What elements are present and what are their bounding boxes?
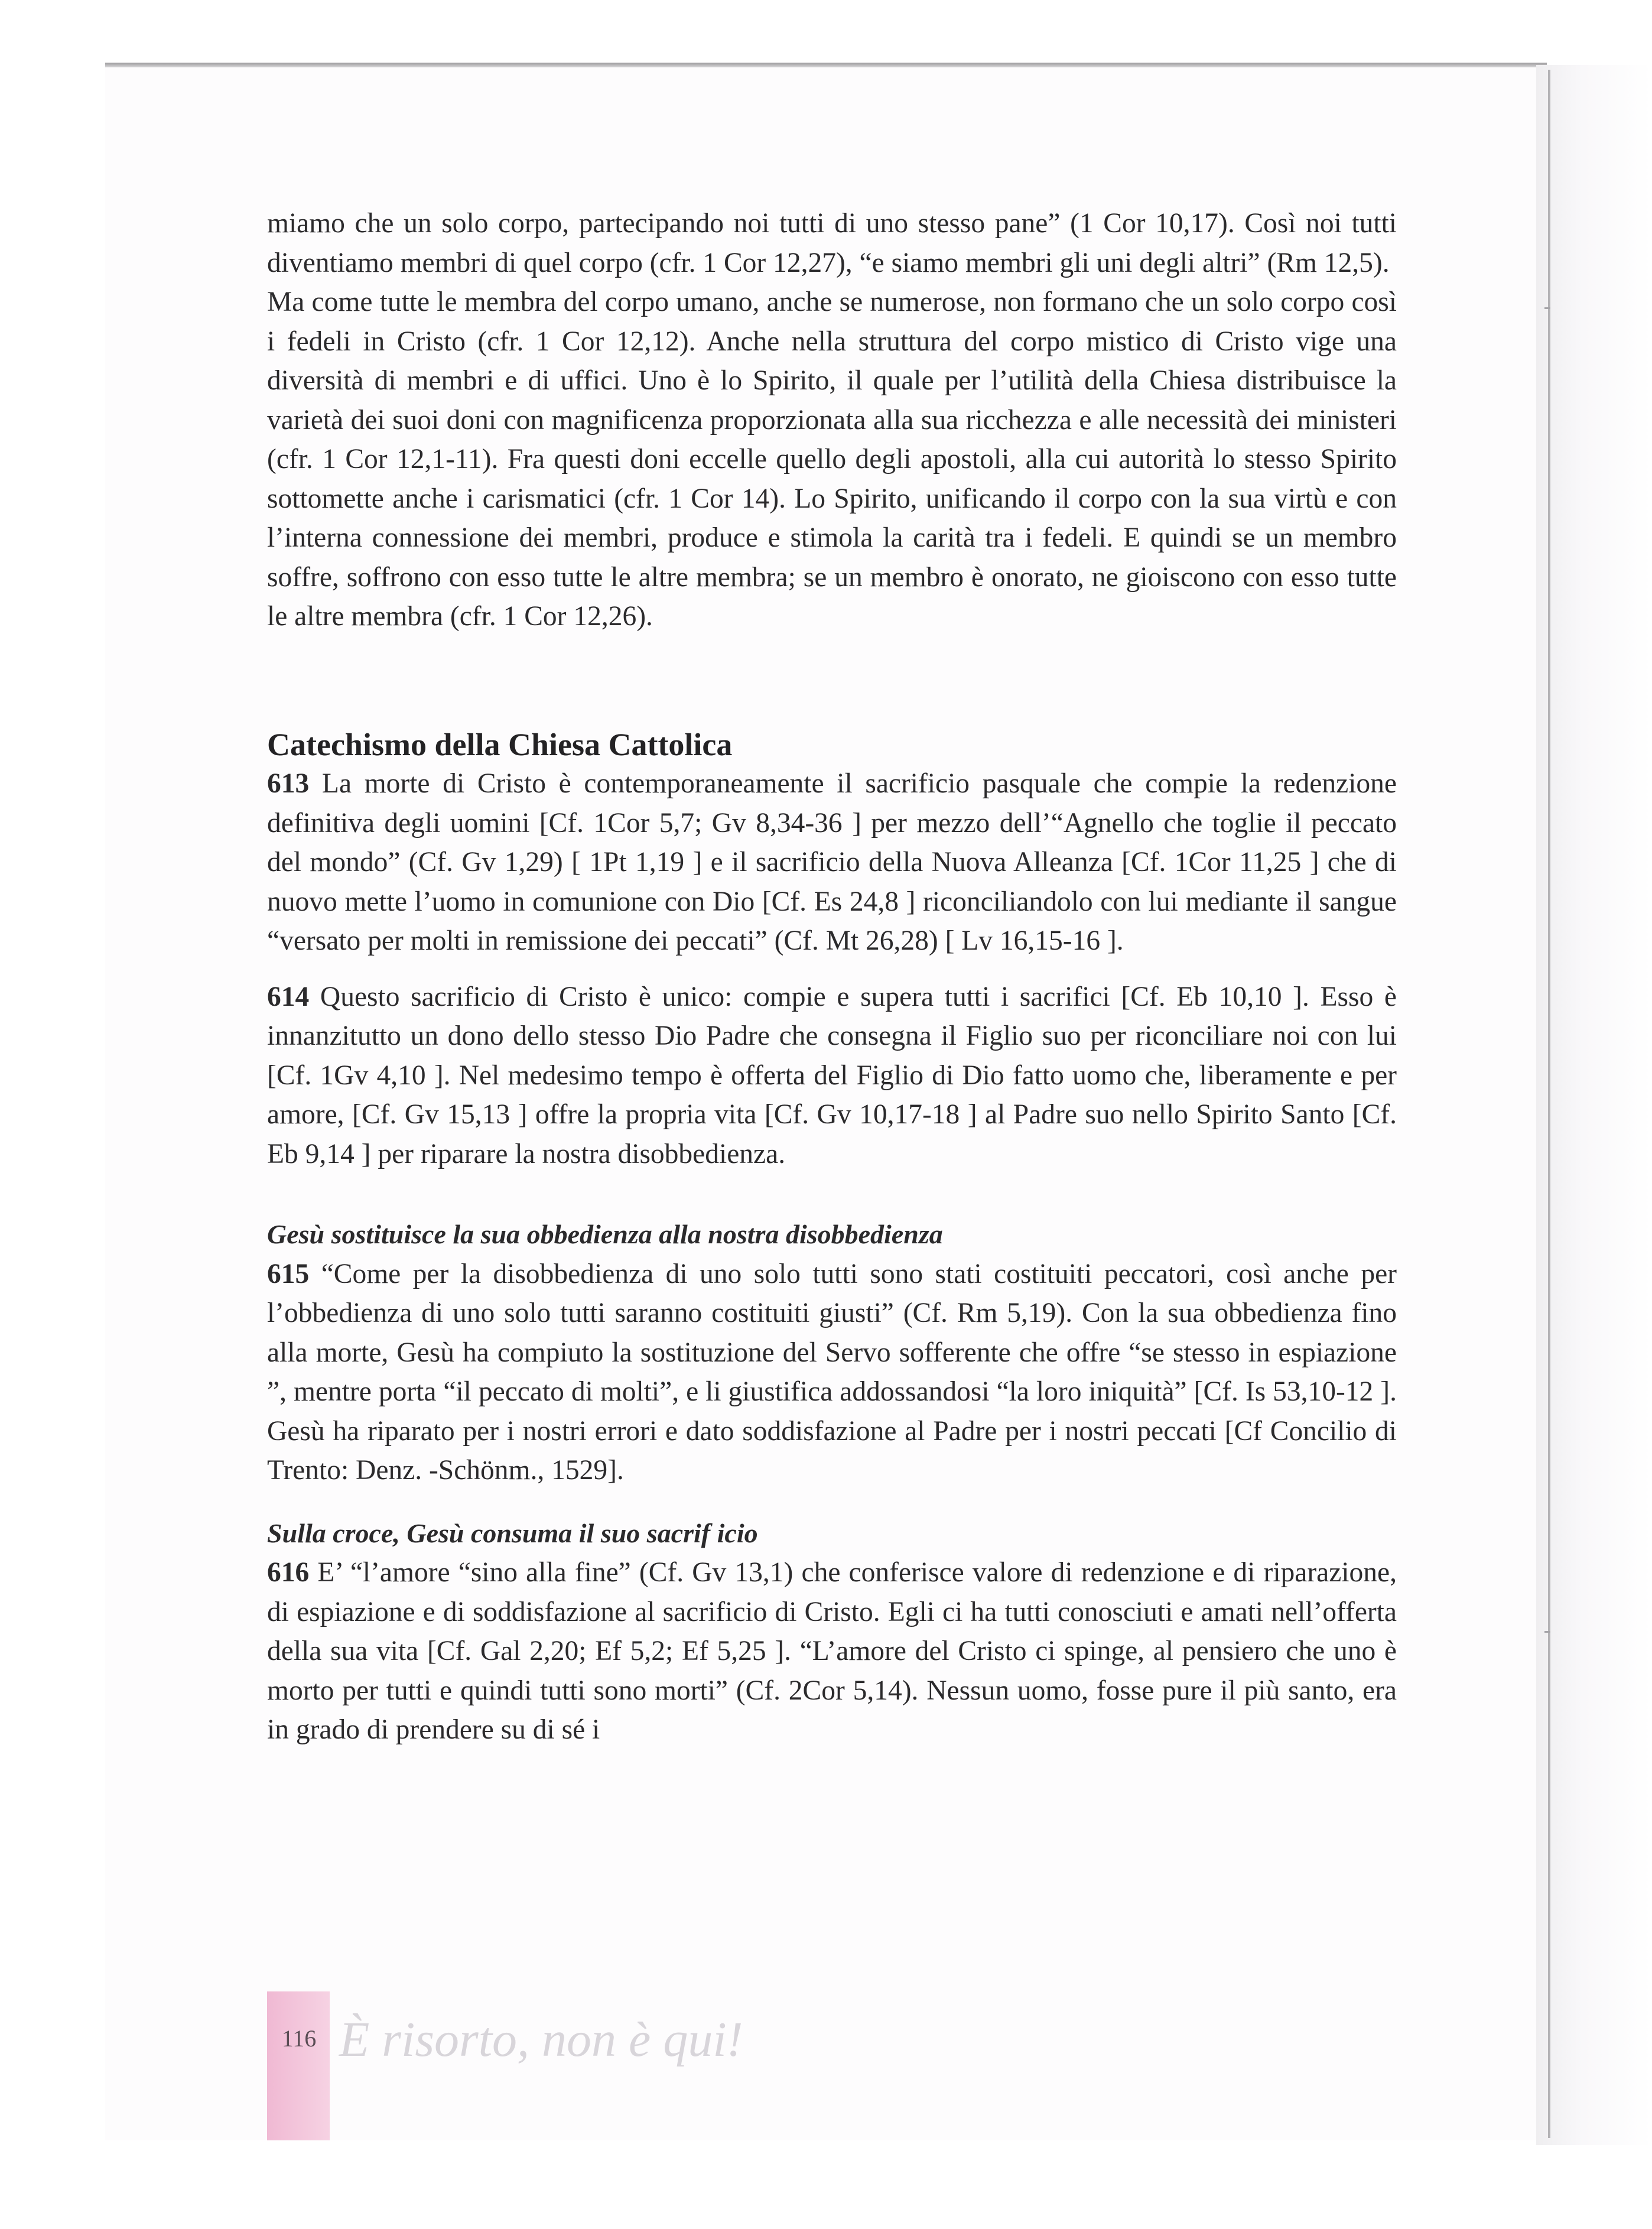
paragraph-text: La morte di Cristo è contemporaneamente il sacrificio pasquale che compie la redenzione definitiva degli uomini [Cf. 1Cor 5,7; Gv 8,34-36 ] per mezzo dell’“Agnello che toglie il peccato del mondo” (Cf. Gv 1,29) [ 1Pt 1,19 ] e il sacrificio della Nuova Alleanza [Cf. 1Cor 11,25 ] che di nuovo mette l’uomo in comunione con Dio [Cf. Es 24,8 ] riconciliandolo con lui mediante il sangue “versato per molti in remissione dei peccati” (Cf. Mt 26,28) [ Lv 16,15-16 ]. [267, 768, 1397, 956]
subheading-obedience: Gesù sostituisce la sua obbedienza alla nostra disobbedienza [267, 1219, 943, 1249]
paragraph-number: 615 [267, 1258, 310, 1289]
bleed-mark [1544, 307, 1550, 309]
bleed-mark [1544, 1631, 1550, 1633]
page-top-edge [105, 63, 1547, 67]
footer-color-bar [267, 1991, 330, 2140]
catechism-paragraph-616 [267, 1553, 1397, 1750]
catechism-paragraph-614 [267, 977, 1397, 1174]
binding-line [1548, 70, 1550, 2138]
paragraph-number: 616 [267, 1557, 310, 1588]
section-title: Catechismo della Chiesa Cattolica [267, 726, 733, 762]
paragraph-text: E’ “l’amore “sino alla fine” (Cf. Gv 13,1) che conferisce valore di redenzione e di riparazione, di espiazione e di soddisfazione al sacrificio di Cristo. Egli ci ha tutti conosciuti e amati nell’offerta della sua vita [Cf. Gal 2,20; Ef 5,2; Ef 5,25 ]. “L’amore del Cristo ci spinge, al pensiero che uno è morto per tutti e quindi tutti sono morti” (Cf. 2Cor 5,14). Nessun uomo, fosse pure il più santo, era in grado di prendere su di sé i [267, 1557, 1397, 1745]
running-title: È risorto, non è qui! [339, 2012, 743, 2067]
paragraph-number: 614 [267, 981, 310, 1012]
intro-paragraph: Ma come tutte le membra del corpo umano, anche se numerose, non formano che un solo corpo così i fedeli in Cristo (cfr. 1 Cor 12,12). Anche nella struttura del corpo mistico di Cristo vige una diversità di membri e di uffici. Uno è lo Spirito, il quale per l’utilità della Chiesa distribuisce la varietà dei suoi doni con magnificenza proporzionata alla sua ricchezza e alle necessità dei ministeri (cfr. 1 Cor 12,1-11). Fra questi doni eccelle quello degli apostoli, alla cui autorità lo stesso Spirito sottomette anche i carismatici (cfr. 1 Cor 14). Lo Spirito, unificando il corpo con la sua virtù e con l’interna connessione dei membri, produce e stimola la carità tra i fedeli. E quindi se un membro soffre, soffrono con esso tutte le altre membra; se un membro è onorato, ne gioiscono con esso tutte le altre membra (cfr. 1 Cor 12,26). [267, 287, 1397, 632]
intro-paragraph: miamo che un solo corpo, partecipando noi tutti di uno stesso pane” (1 Cor 10,17). Così noi tutti diventiamo membri di quel corpo (cfr. 1 Cor 12,27), “e siamo membri gli uni degli altri” (Rm 12,5). [267, 208, 1397, 278]
facing-page-edge [1536, 65, 1652, 2145]
text-column [267, 204, 1397, 1750]
paragraph-text: Questo sacrificio di Cristo è unico: compie e supera tutti i sacrifici [Cf. Eb 10,10 ]. Esso è innanzitutto un dono dello stesso Dio Padre che consegna il Figlio suo per riconciliare noi con lui [Cf. 1Gv 4,10 ]. Nel medesimo tempo è offerta del Figlio di Dio fatto uomo che, liberamente e per amore, [Cf. Gv 15,13 ] offre la propria vita [Cf. Gv 10,17-18 ] al Padre suo nello Spirito Santo [Cf. Eb 9,14 ] per riparare la nostra disobbedienza. [267, 981, 1397, 1169]
paragraph-number: 613 [267, 768, 310, 799]
catechism-paragraph-615 [267, 1255, 1397, 1490]
catechism-paragraph-613 [267, 764, 1397, 961]
subheading-cross: Sulla croce, Gesù consuma il suo sacrif icio [267, 1518, 758, 1548]
page-number: 116 [281, 2025, 317, 2052]
paragraph-text: “Come per la disobbedienza di uno solo tutti sono stati costituiti peccatori, così anche per l’obbedienza di uno solo tutti saranno costituiti giusti” (Cf. Rm 5,19). Con la sua obbedienza fino alla morte, Gesù ha compiuto la sostituzione del Servo sofferente che offre “se stesso in espiazione ”, mentre porta “il peccato di molti”, e li giustifica addossandosi “la loro iniquità” [Cf. Is 53,10-12 ]. Gesù ha riparato per i nostri errori e dato soddisfazione al Padre per i nostri peccati [Cf Concilio di Trento: Denz. -Schönm., 1529]. [267, 1258, 1397, 1486]
